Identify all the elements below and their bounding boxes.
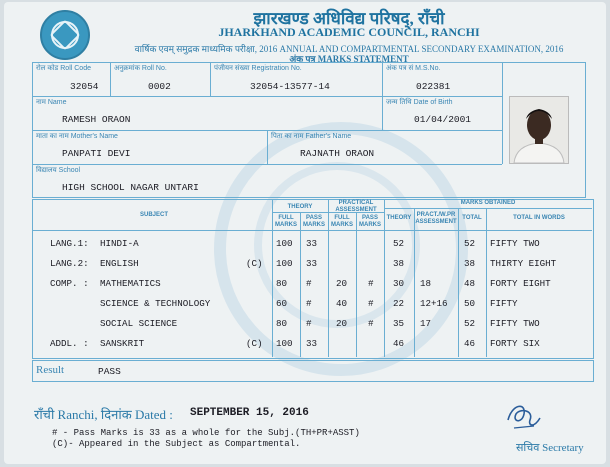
ms-no-label: अंक पत्र सं M.S.No. [386, 65, 441, 72]
row-theory-full-marks: 80 [276, 278, 288, 289]
row-theory-full-marks: 100 [276, 238, 293, 249]
ms-no: 022381 [416, 81, 451, 92]
row-group: LANG.1: [50, 238, 89, 249]
row-subject: HINDI-A [100, 238, 139, 249]
row-theory-pass-marks: # [306, 278, 312, 289]
statement-title: अंक पत्र MARKS STATEMENT [289, 54, 409, 64]
row-theory-pass-marks: # [306, 318, 312, 329]
row-theory-full-marks: 60 [276, 298, 288, 309]
result-value: PASS [98, 366, 121, 377]
practical-full-marks-header: FULL MARKS [331, 215, 353, 228]
obtained-practical-header: PRACT./W.PR ASSESSMENT [415, 212, 457, 225]
note-compartmental: (C)- Appeared in the Subject as Compartmental. [52, 439, 301, 449]
row-total-words: FIFTY [490, 298, 518, 309]
row-obtained-theory: 52 [393, 238, 405, 249]
secretary-signature [504, 400, 544, 434]
row-total-words: THIRTY EIGHT [490, 258, 557, 269]
school-label: विद्यालय School [36, 167, 81, 174]
row-practical-full-marks: 20 [336, 318, 348, 329]
row-theory-pass-marks: 33 [306, 258, 318, 269]
row-practical-pass-marks: # [368, 318, 374, 329]
dated-value: SEPTEMBER 15, 2016 [190, 407, 309, 419]
row-total: 52 [464, 318, 476, 329]
obtained-theory-header: THEORY [386, 215, 412, 221]
row-obtained-practical: 17 [420, 318, 432, 329]
marks-obtained-header: MARKS OBTAINED [460, 200, 516, 206]
row-total: 46 [464, 338, 476, 349]
roll-code: 32054 [70, 81, 99, 92]
theory-pass-marks-header: PASS MARKS [303, 215, 325, 228]
row-theory-full-marks: 100 [276, 338, 293, 349]
row-subject: ENGLISH [100, 258, 139, 269]
row-theory-pass-marks: # [306, 298, 312, 309]
row-obtained-practical: 18 [420, 278, 432, 289]
school-name: HIGH SCHOOL NAGAR UNTARI [62, 182, 199, 193]
dob-label: जन्म तिथि Date of Birth [386, 99, 453, 106]
date-of-birth: 01/04/2001 [414, 114, 472, 125]
dated-label: राँची Ranchi, दिनांक Dated : [34, 407, 173, 422]
roll-no: 0002 [148, 81, 171, 92]
registration-no: 32054-13577-14 [250, 81, 330, 92]
name-label: नाम Name [36, 99, 67, 106]
row-total-words: FORTY SIX [490, 338, 540, 349]
father-label: पिता का नाम Father's Name [271, 133, 352, 140]
row-group: LANG.2: [50, 258, 89, 269]
row-obtained-theory: 30 [393, 278, 405, 289]
hindi-title: झारखण्ड अधिविद्य परिषद्, राँची [253, 9, 445, 28]
secretary-label: सचिव Secretary [516, 442, 584, 454]
row-obtained-theory: 38 [393, 258, 405, 269]
note-pass-marks: # - Pass Marks is 33 as a whole for the Subj.(TH+PR+ASST) [52, 428, 360, 438]
row-obtained-theory: 46 [393, 338, 405, 349]
roll-no-label: अनुक्रमांक Roll No. [114, 65, 167, 72]
total-header: TOTAL [462, 215, 482, 221]
row-group: COMP. : [50, 278, 89, 289]
row-theory-pass-marks: 33 [306, 238, 318, 249]
row-obtained-theory: 35 [393, 318, 405, 329]
marks-statement [4, 2, 606, 464]
student-photo [509, 96, 569, 164]
row-theory-pass-marks: 33 [306, 338, 318, 349]
row-total: 52 [464, 238, 476, 249]
council-title: JHARKHAND ACADEMIC COUNCIL, RANCHI [218, 25, 480, 39]
practical-pass-marks-header: PASS MARKS [359, 215, 381, 228]
row-subject: SANSKRIT [100, 338, 145, 349]
subject-header: SUBJECT [139, 212, 168, 218]
result-label: Result [36, 364, 65, 376]
registration-label: पंजीयन संख्या Registration No. [214, 65, 302, 72]
father-name: RAJNATH ORAON [300, 148, 375, 159]
student-name: RAMESH ORAON [62, 114, 131, 125]
council-logo-icon [40, 10, 90, 60]
mother-label: माता का नाम Mother's Name [36, 133, 118, 140]
row-compartmental-flag: (C) [246, 338, 263, 349]
row-total: 50 [464, 298, 476, 309]
theory-header: THEORY [287, 204, 313, 210]
exam-line: वार्षिक एवम् समुद्रक माध्यमिक परीक्षा, 2016 ANNUAL AND COMPARTMENTAL SECONDARY EXAMINATION, 2016 [134, 44, 564, 54]
row-compartmental-flag: (C) [246, 258, 263, 269]
practical-header: PRACTICAL ASSESSMENT [335, 200, 377, 213]
mother-name: PANPATI DEVI [62, 148, 131, 159]
row-practical-full-marks: 20 [336, 278, 348, 289]
total-words-header: TOTAL IN WORDS [513, 215, 565, 221]
row-total: 38 [464, 258, 476, 269]
roll-code-label: रोल कोड Roll Code [36, 65, 91, 72]
row-practical-pass-marks: # [368, 298, 374, 309]
row-total-words: FIFTY TWO [490, 318, 540, 329]
row-total-words: FORTY EIGHT [490, 278, 551, 289]
row-total-words: FIFTY TWO [490, 238, 540, 249]
row-subject: SOCIAL SCIENCE [100, 318, 178, 329]
row-group: ADDL. : [50, 338, 89, 349]
row-subject: SCIENCE & TECHNOLOGY [100, 298, 211, 309]
row-obtained-practical: 12+16 [420, 298, 448, 309]
row-practical-pass-marks: # [368, 278, 374, 289]
row-practical-full-marks: 40 [336, 298, 348, 309]
row-total: 48 [464, 278, 476, 289]
row-theory-full-marks: 80 [276, 318, 288, 329]
theory-full-marks-header: FULL MARKS [275, 215, 297, 228]
row-subject: MATHEMATICS [100, 278, 161, 289]
row-theory-full-marks: 100 [276, 258, 293, 269]
row-obtained-theory: 22 [393, 298, 405, 309]
